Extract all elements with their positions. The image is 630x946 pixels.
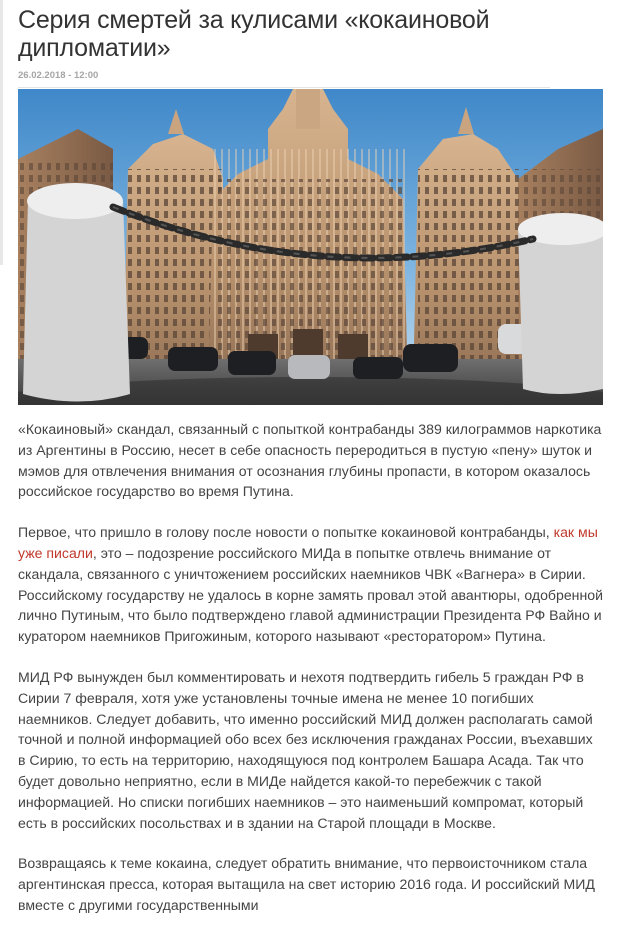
ministry-building-icon xyxy=(18,89,603,405)
paragraph: Возвращаясь к теме кокаина, следует обратить внимание, что первоисточником стала аргентинская пресса, которая вытащила на свет историю 2016 года. И российский МИД вместе с другими государственными xyxy=(18,855,595,913)
paragraph: «Кокаиновый» скандал, связанный с попыткой контрабанды 389 килограммов наркотика из Аргентины в Россию, несет в себе опасность переродиться в пустую «пену» шуток и мэмов для отвлечения внимания от осознания глубины пропасти, в котором оказалось российское государство во время Путина. xyxy=(18,421,602,500)
article xyxy=(18,0,603,913)
paragraph: МИД РФ вынужден был комментировать и нехотя подтвердить гибель 5 граждан РФ в Сирии 7 февраля, хотя уже установлены точные имена не менее 10 погибших наемников. Следует добавить, что именно российский МИД должен располагать самой точной и полной информацией обо всех без исключения гражданах России, въехавших в Сирию, то есть на территорию, находящуюся под контролем Башара Асада. Так что будет довольно неприятно, если в МИДе найдется какой-то перебежчик с такой информацией. Но списки погибших наемников – это наименьший компромат, который есть в российских посольствах и в здании на Старой площади в Москве. xyxy=(18,668,593,831)
inline-link[interactable]: как мы уже писали xyxy=(18,524,598,561)
article-date: 26.02.2018 - 12:00 xyxy=(18,70,550,88)
paragraph xyxy=(18,522,603,647)
left-sidebar-edge xyxy=(0,0,3,265)
paragraph-text: , это – подозрение российского МИДа в попытке отвлечь внимание от скандала, связанного с уничтожением российских наемников ЧВК «Вагнера» в Сирии. Российскому государству не удалось в корне замять провал этой авантюры, одобренной лично Путиным, что было подтверждено главой администрации Президента РФ Вайно и куратором наемников Пригожиным, которого называют «ресторатором» Путина. xyxy=(18,544,603,645)
article-title: Серия смертей за кулисами «кокаиновой дипломатии» xyxy=(18,6,490,62)
article-image xyxy=(18,89,603,405)
paragraph-text: Первое, что пришло в голову после новости о попытке кокаиновой контрабанды, xyxy=(18,524,554,541)
article-body xyxy=(18,419,603,936)
